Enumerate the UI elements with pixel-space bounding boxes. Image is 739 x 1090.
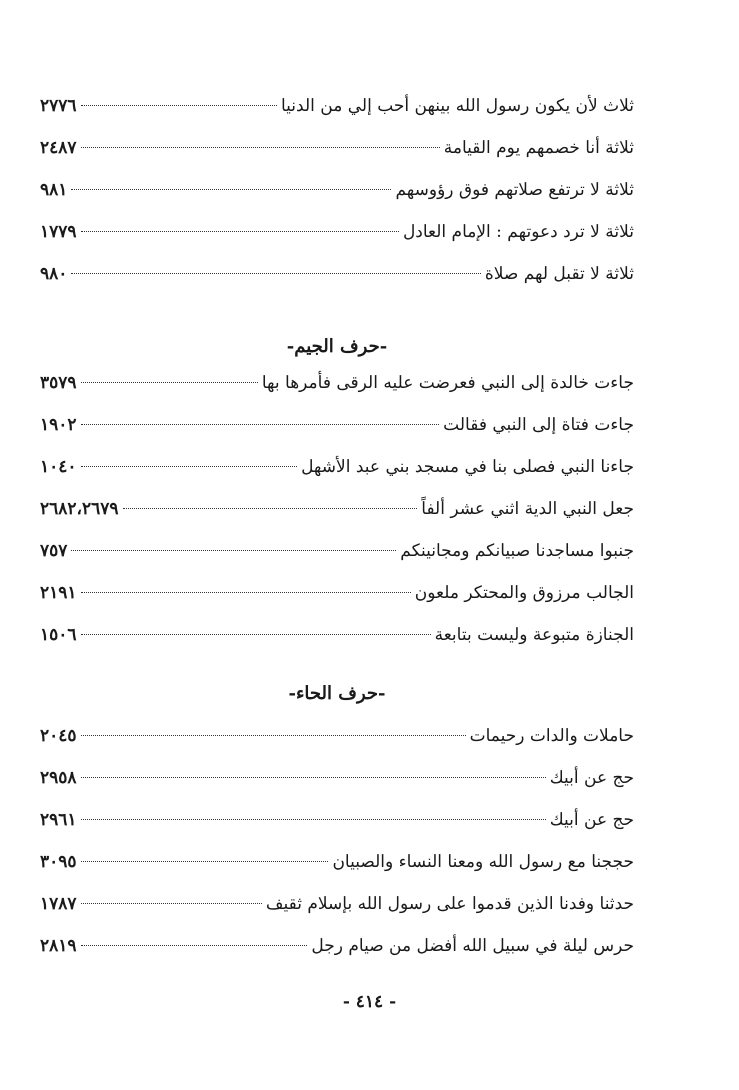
dot-leader xyxy=(81,903,262,904)
dot-leader xyxy=(71,550,396,551)
entry-text: الجنازة متبوعة وليست بتابعة xyxy=(434,625,634,645)
dot-leader xyxy=(81,819,546,820)
entry-text: حدثنا وفدنا الذين قدموا على رسول الله بإسلام ثقيف xyxy=(265,894,634,914)
dot-leader xyxy=(71,273,480,274)
section-ha xyxy=(40,715,634,967)
index-entry xyxy=(40,127,634,169)
entry-ref: ٢٦٨٢،٢٦٧٩ xyxy=(40,499,119,519)
entry-ref: ٢٧٧٦ xyxy=(40,96,77,116)
dot-leader xyxy=(81,147,440,148)
entry-text: حج عن أبيك xyxy=(549,810,634,830)
entry-ref: ١٧٨٧ xyxy=(40,894,77,914)
entry-text: جاءنا النبي فصلى بنا في مسجد بني عبد الأشهل xyxy=(301,457,634,477)
entry-ref: ١٥٠٦ xyxy=(40,625,77,645)
index-entry xyxy=(40,404,634,446)
dot-leader xyxy=(81,592,411,593)
index-entry xyxy=(40,488,634,530)
entry-text: حرس ليلة في سبيل الله أفضل من صيام رجل xyxy=(311,936,634,956)
dot-leader xyxy=(81,777,546,778)
index-entry xyxy=(40,715,634,757)
dot-leader xyxy=(123,508,418,509)
index-entry xyxy=(40,211,634,253)
entry-text: ثلاث لأن يكون رسول الله بينهن أحب إلي من الدنيا xyxy=(281,96,634,116)
page-number: - ٤١٤ - xyxy=(342,992,397,1012)
entry-ref: ٢٩٦١ xyxy=(40,810,77,830)
entry-ref: ٢٨١٩ xyxy=(40,936,77,956)
dot-leader xyxy=(81,861,329,862)
index-entry xyxy=(40,169,634,211)
entry-ref: ٣٥٧٩ xyxy=(40,373,77,393)
entry-ref: ٧٥٧ xyxy=(40,541,68,561)
entry-text: ثلاثة أنا خصمهم يوم القيامة xyxy=(443,138,634,158)
dot-leader xyxy=(71,189,391,190)
entry-text: جعل النبي الدية اثني عشر ألفاً xyxy=(421,499,634,519)
index-entry xyxy=(40,446,634,488)
entry-text: الجالب مرزوق والمحتكر ملعون xyxy=(414,583,634,603)
dot-leader xyxy=(81,634,431,635)
entry-text: جنبوا مساجدنا صبيانكم ومجانينكم xyxy=(400,541,634,561)
entry-ref: ٩٨٠ xyxy=(40,264,68,284)
dot-leader xyxy=(81,945,308,946)
index-entry xyxy=(40,799,634,841)
dot-leader xyxy=(81,424,440,425)
index-entry xyxy=(40,614,634,656)
dot-leader xyxy=(81,382,258,383)
entry-ref: ١٧٧٩ xyxy=(40,222,77,242)
entry-ref: ٣٠٩٥ xyxy=(40,852,77,872)
section-heading-ha: -حرف الحاء- xyxy=(288,683,386,704)
entry-ref: ٢٩٥٨ xyxy=(40,768,77,788)
section-heading-jim: -حرف الجيم- xyxy=(286,336,388,357)
entry-text: جاءت فتاة إلى النبي فقالت xyxy=(443,415,634,435)
entry-text: جاءت خالدة إلى النبي فعرضت عليه الرقى فأمرها بها xyxy=(261,373,634,393)
index-entry xyxy=(40,883,634,925)
entry-text: حججنا مع رسول الله ومعنا النساء والصبيان xyxy=(332,852,634,872)
entry-text: ثلاثة لا ترد دعوتهم : الإمام العادل xyxy=(402,222,634,242)
entry-ref: ١٩٠٢ xyxy=(40,415,77,435)
entry-text: حج عن أبيك xyxy=(549,768,634,788)
entry-text: ثلاثة لا تقبل لهم صلاة xyxy=(484,264,634,284)
section-jim xyxy=(40,362,634,656)
dot-leader xyxy=(81,466,298,467)
entry-text: ثلاثة لا ترتفع صلاتهم فوق رؤوسهم xyxy=(395,180,634,200)
dot-leader xyxy=(81,735,466,736)
section-tha xyxy=(40,85,634,295)
index-entry xyxy=(40,362,634,404)
entry-ref: ٢٠٤٥ xyxy=(40,726,77,746)
dot-leader xyxy=(81,231,399,232)
dot-leader xyxy=(81,105,277,106)
entry-ref: ٩٨١ xyxy=(40,180,68,200)
index-entry xyxy=(40,253,634,295)
index-entry xyxy=(40,757,634,799)
entry-ref: ٢٤٨٧ xyxy=(40,138,77,158)
entry-text: حاملات والدات رحيمات xyxy=(469,726,634,746)
entry-ref: ٢١٩١ xyxy=(40,583,77,603)
index-entry xyxy=(40,841,634,883)
index-entry xyxy=(40,530,634,572)
entry-ref: ١٠٤٠ xyxy=(40,457,77,477)
index-entry xyxy=(40,925,634,967)
index-entry xyxy=(40,572,634,614)
index-entry xyxy=(40,85,634,127)
